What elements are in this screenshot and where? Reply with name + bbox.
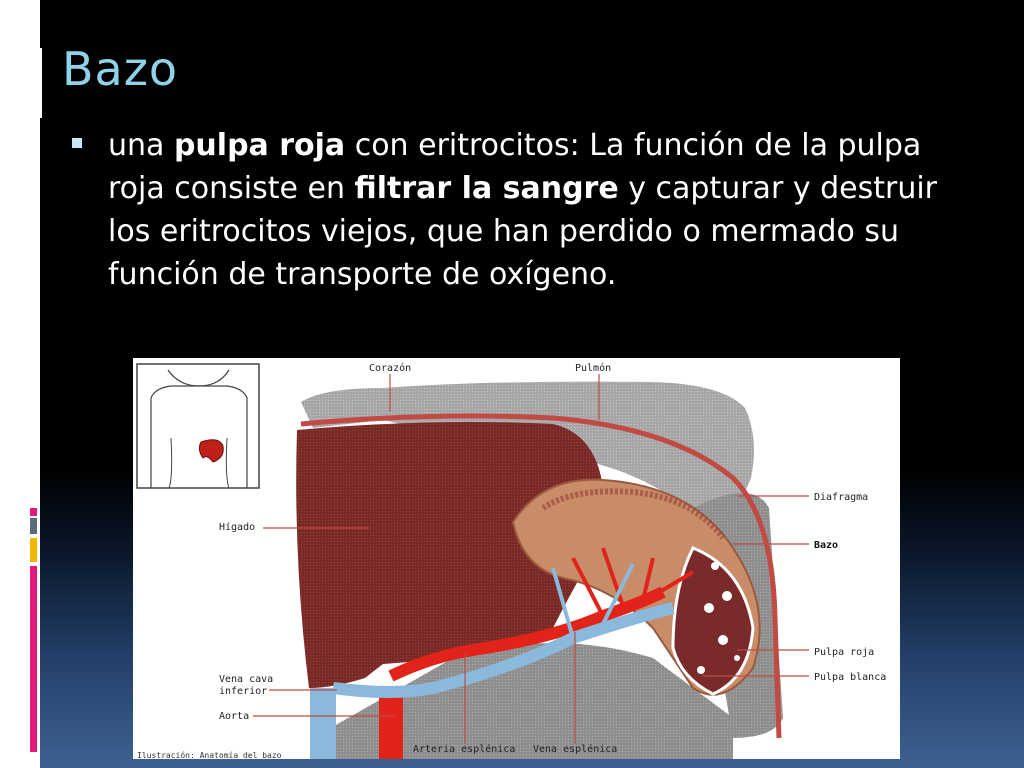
label-pulmon: Pulmón (575, 363, 612, 374)
spleen-anatomy-illustration (133, 358, 900, 759)
accent-pink-top (30, 508, 37, 516)
label-pulpa-roja: Pulpa roja (814, 647, 875, 658)
bullet-text (108, 124, 968, 296)
label-aorta: Aorta (219, 711, 250, 722)
accent-gray (30, 518, 37, 534)
label-bazo: Bazo (814, 540, 839, 551)
figure-credit: Ilustración: Anatomía del bazo (137, 751, 282, 759)
label-arteria-esplenica: Arteria esplénica (413, 744, 516, 755)
label-diafragma: Diafragma (814, 492, 869, 503)
text-bold-pulpa-roja: pulpa roja (173, 128, 346, 163)
text-bold-filtrar: filtrar la sangre (354, 171, 619, 206)
label-vena-cava-line2: inferior (219, 686, 268, 697)
label-higado: Hígado (219, 522, 256, 533)
label-vena-cava-line1: Vena cava (219, 674, 274, 685)
bullet-square-icon (72, 138, 82, 148)
slide-title: Bazo (62, 42, 179, 96)
accent-gold (30, 538, 37, 562)
title-bars-icon (20, 48, 42, 118)
body-location-inset (137, 364, 259, 488)
text-part-2: con eritrocitos: La función de la pulpa roja consiste en (108, 128, 922, 206)
accent-pink-long (30, 566, 37, 752)
label-pulpa-blanca: Pulpa blanca (814, 672, 887, 683)
anatomy-drawing (133, 358, 900, 759)
text-part-1: una (108, 128, 174, 163)
label-vena-esplenica: Vena esplénica (533, 744, 618, 755)
label-corazon: Corazón (369, 363, 412, 374)
text-part-3: y capturar y destruir los eritrocitos viejos, que han perdido o mermado su función de transporte de oxígeno. (108, 171, 938, 292)
